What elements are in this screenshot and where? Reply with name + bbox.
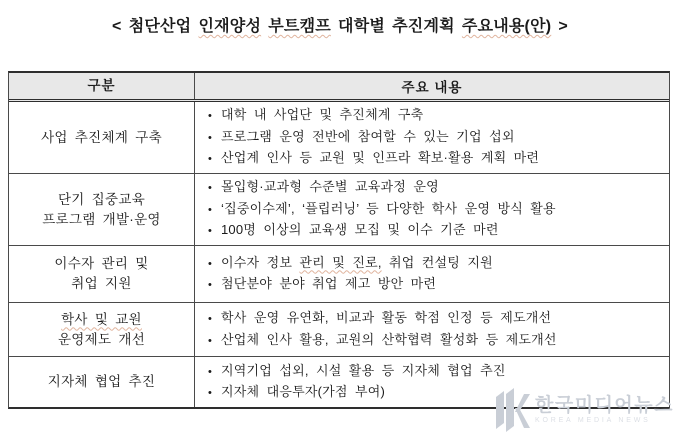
- bullet-item: [207, 177, 661, 199]
- table-row: [9, 102, 669, 174]
- watermark-name: 한국미디어뉴스: [535, 395, 674, 416]
- bullet-item: [207, 330, 661, 352]
- bullet-text: 학사 운영 유연화, 비교과 활동 학점 인정 등 제도개선: [221, 310, 552, 325]
- bullet-icon: •: [208, 279, 213, 291]
- title-segment: 부트캠프: [268, 18, 331, 35]
- category-line: 프로그램 개발·운영: [42, 211, 161, 227]
- row-category: [9, 357, 195, 407]
- bullet-icon: •: [208, 203, 213, 216]
- bullet-icon: •: [208, 387, 213, 399]
- title-segment: < 첨단산업: [112, 18, 199, 35]
- bullet-icon: •: [208, 131, 213, 144]
- bullet-item: [207, 361, 661, 383]
- table-header-row: [9, 73, 669, 102]
- category-line: 단기 집중교육: [57, 191, 146, 207]
- plan-table: [8, 71, 670, 409]
- bullet-item: [207, 127, 661, 149]
- bullet-text: 대학 내 사업단 및 추진체계 구축: [221, 107, 424, 123]
- row-category: [9, 246, 195, 302]
- title-segment: 인재양성: [198, 18, 262, 35]
- row-content: [195, 303, 669, 356]
- category-line: 이수자 관리 및: [54, 256, 149, 271]
- watermark-subtext: KOREA MEDIA NEWS: [535, 417, 651, 424]
- bullet-icon: •: [208, 110, 213, 123]
- column-header-category: 구분: [9, 73, 195, 99]
- column-header-content: 주요 내용: [401, 80, 463, 95]
- row-content: [195, 102, 669, 173]
- bullet-icon: •: [208, 313, 213, 325]
- bullet-text: 100명 이상의 교육생 모집 및 이수 기준 마련: [221, 222, 499, 238]
- bullet-text: 지자체 대응투자(가점 부여): [221, 384, 386, 399]
- bullet-text: 산업체 인사 활용, 교원의 산학협력 활성화 등 제도개선: [221, 331, 557, 347]
- bullet-text: 몰입형·교과형 수준별 교육과정 운영: [221, 179, 439, 195]
- bullet-text: 프로그램 운영 전반에 참여할 수 있는 기업 섭외: [221, 128, 515, 144]
- bullet-text: ‘집중이수제’, ‘플립러닝’ 등 다양한 학사 운영 방식 활용: [221, 200, 556, 216]
- table-row: [9, 174, 669, 246]
- category-line: 지자체 협업 추진: [47, 374, 156, 389]
- bullet-text: 산업계 인사 등 교원 및 인프라 확보·활용 계획 마련: [221, 150, 540, 166]
- table-row: [9, 246, 669, 303]
- hk-logo-icon: [496, 388, 530, 432]
- bullet-item: [207, 308, 661, 330]
- category-line: 학사 및 교원: [61, 311, 142, 327]
- title-segment: 주요내용(안): [461, 18, 552, 35]
- row-category: [9, 303, 195, 356]
- bullet-item: [207, 105, 661, 127]
- bullet-icon: •: [208, 153, 213, 166]
- watermark: [496, 388, 674, 432]
- page-title: [0, 13, 680, 36]
- title-segment: 대학별 추진계획: [330, 18, 462, 35]
- bullet-item: [207, 253, 661, 275]
- category-line: 취업 지원: [71, 276, 132, 291]
- bullet-icon: •: [208, 257, 213, 270]
- bullet-icon: •: [208, 225, 213, 238]
- row-category: [9, 174, 195, 245]
- category-line: 운영제도 개선: [57, 331, 146, 347]
- bullet-icon: •: [208, 334, 213, 347]
- category-line: 사업 추진체계 구축: [41, 129, 162, 145]
- bullet-icon: •: [208, 365, 213, 378]
- bullet-item: [207, 274, 661, 296]
- row-category: [9, 102, 195, 173]
- title-segment: >: [551, 18, 568, 35]
- table-row: [9, 303, 669, 357]
- row-content: [195, 246, 669, 302]
- bullet-item: [207, 199, 661, 221]
- bullet-item: [207, 148, 661, 170]
- bullet-text: 첨단분야 분야 취업 제고 방안 마련: [221, 276, 437, 291]
- watermark-text: [535, 396, 674, 424]
- bullet-icon: •: [208, 182, 213, 195]
- bullet-text: 이수자 정보 관리 및 진로, 취업 컨설팅 지원: [221, 254, 493, 270]
- row-content: [195, 174, 669, 245]
- bullet-text: 지역기업 섭외, 시설 활용 등 지자체 협업 추진: [221, 362, 506, 378]
- bullet-item: [207, 220, 661, 242]
